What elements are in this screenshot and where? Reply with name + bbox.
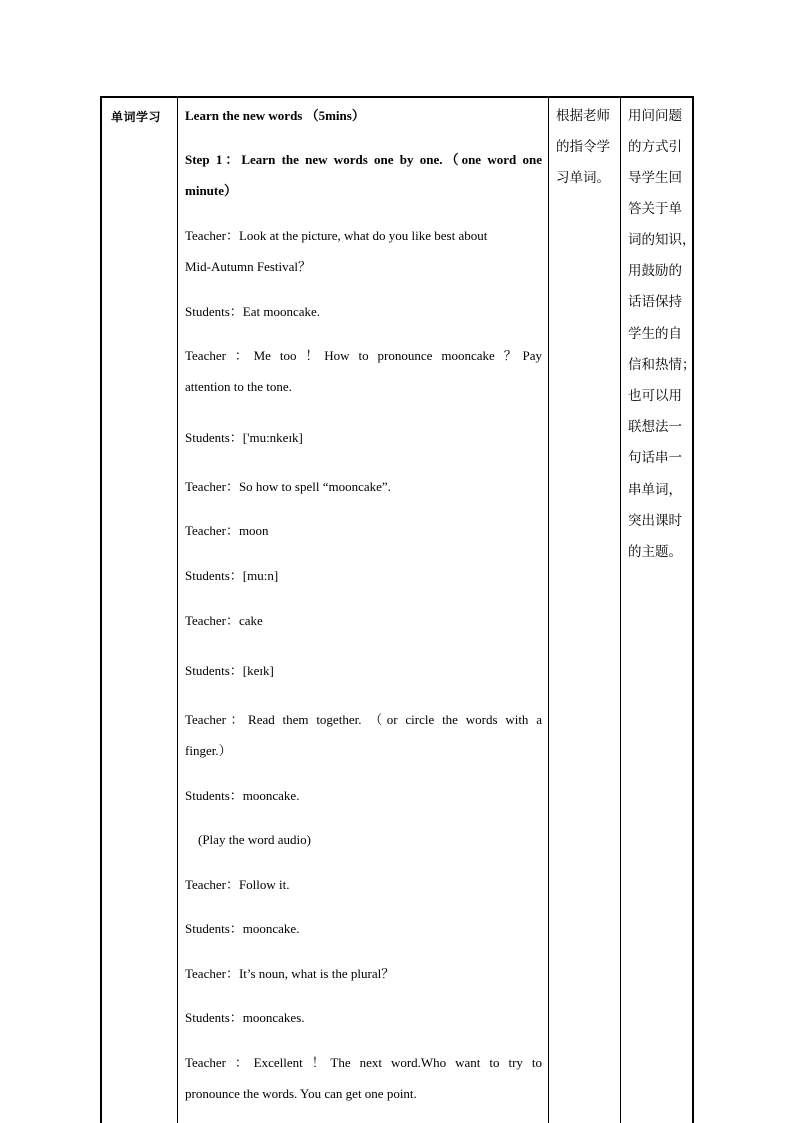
dialogue-line: Students：Eat mooncake. [185,304,321,319]
intent-line: 导学生回 [628,170,682,186]
intent-line: 用问问题 [628,108,682,124]
dialogue-line: Students：mooncake. [185,921,300,936]
procedure-column [178,98,549,1123]
intent-line: 词的知识， [628,232,696,248]
procedure-heading: Learn the new words （5mins） [185,108,365,123]
dialogue-line: Teacher：moon [185,523,269,538]
dialogue-line: Teacher ：Excellent ！The next word.Who want to try to [185,1055,542,1070]
dialogue-line: Teacher：Follow it. [185,877,290,892]
intent-line: 的主题。 [628,544,682,560]
dialogue-line: Students：mooncakes. [185,1010,305,1025]
dialogue-line: Students：['mu:nkeɪk] [185,430,303,445]
activity-line: 的指令学 [556,139,610,155]
dialogue-line: attention to the tone. [185,379,292,394]
dialogue-line: Mid-Autumn Festival？ [185,259,312,274]
dialogue-line: Students：[mu:n] [185,568,279,583]
intent-line: 句话串一 [628,450,682,466]
activity-line: 习单词。 [556,170,610,186]
intent-line: 用鼓励的 [628,263,682,279]
intent-line: 信和热情； [628,357,696,373]
intent-line: 突出课时 [628,513,682,529]
dialogue-line: Teacher：It’s noun, what is the plural？ [185,966,395,981]
dialogue-line: Students：mooncake. [185,788,300,803]
lesson-plan-table [100,96,694,1123]
dialogue-line: Students：[keɪk] [185,663,274,678]
design-intent-column [621,98,696,1123]
step-line: minute） [185,183,238,198]
dialogue-line: Teacher：Look at the picture, what do you like best about [185,228,488,243]
dialogue-line: pronounce the words. You can get one point. [185,1086,417,1101]
dialogue-line: Teacher ：Me too ！How to pronounce mooncake ？Pay [185,348,542,363]
activity-line: 根据老师 [556,108,610,124]
dialogue-line: Teacher：cake [185,613,263,628]
stage-direction: (Play the word audio) [198,832,312,847]
section-column [102,98,178,1123]
intent-line: 学生的自 [628,326,682,342]
step-line: Step 1：Learn the new words one by one.（one word one [185,152,542,167]
intent-line: 答关于单 [628,201,682,217]
intent-line: 话语保持 [628,294,682,310]
intent-line: 串单词， [628,482,682,498]
dialogue-line: finger.） [185,743,232,758]
section-label: 单词学习 [111,110,162,124]
dialogue-line: Teacher：Read them together. （or circle the words with a [185,712,542,727]
intent-line: 联想法一 [628,419,682,435]
student-activity-column [549,98,621,1123]
intent-line: 也可以用 [628,388,682,404]
intent-line: 的方式引 [628,139,682,155]
dialogue-line: Teacher：So how to spell “mooncake”. [185,479,391,494]
